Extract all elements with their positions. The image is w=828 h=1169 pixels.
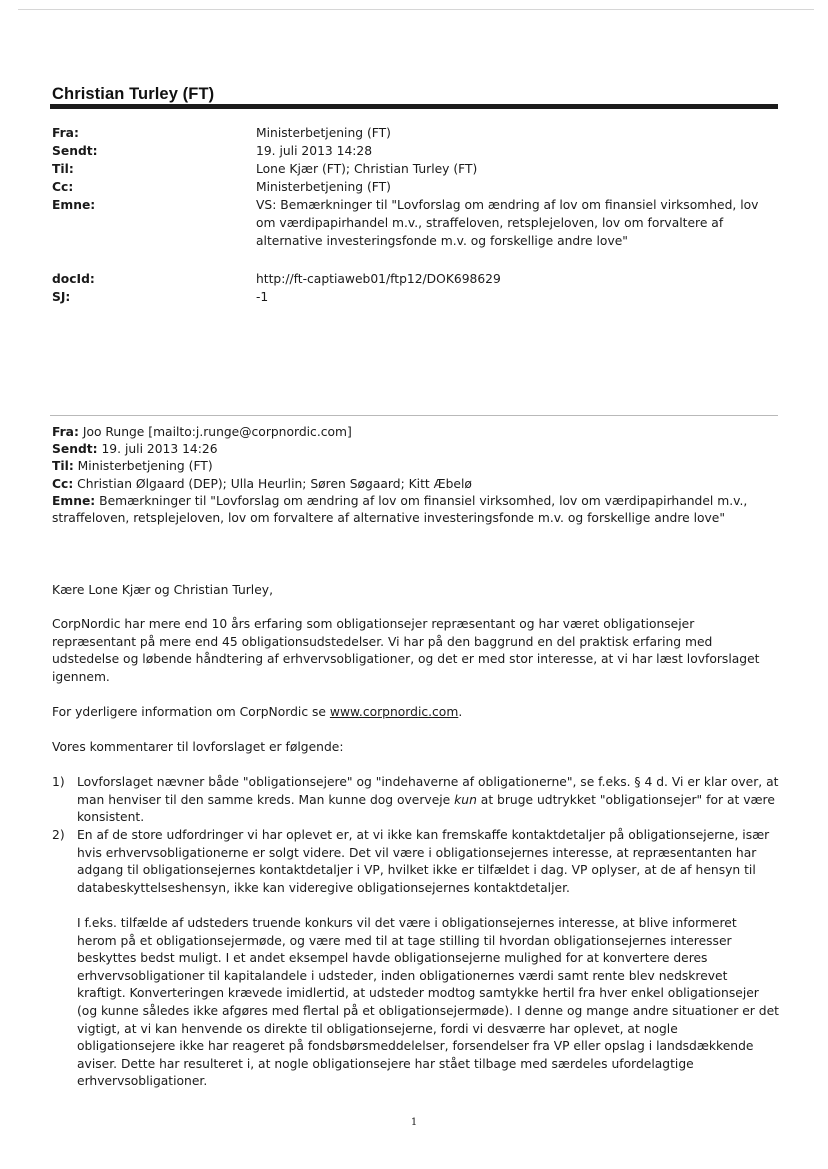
header-label: Fra:: [52, 126, 79, 140]
header-label: docId:: [52, 272, 95, 286]
header-value: Ministerbetjening (FT): [256, 126, 391, 140]
forwarded-subject: Emne: Bemærkninger til "Lovforslag om ændring af lov om finansiel virksomhed, lov om værdipapirhandel m.v., straffeloven, retsplejeloven, lov om forvaltere af alternative investeringsfonde m.v. og forskellige andre love": [52, 493, 748, 526]
list-number: 1): [52, 775, 65, 789]
intro-paragraph: CorpNordic har mere end 10 års erfaring som obligationsejer repræsentant og har været obligationsejer repræsentant på mere end 45 obligationsudstedelser. Vi har på den baggrund en del praktisk erfaring med udstedelse og løbende håndtering af erhvervsobligationer, og det er med stor interesse, at vi har læst lovforslaget igennem.: [52, 617, 760, 684]
forwarded-to: Til: Ministerbetjening (FT): [52, 459, 213, 474]
header-label: Til:: [52, 162, 74, 176]
forward-divider: [50, 415, 778, 416]
header-label: Emne:: [52, 198, 96, 212]
header-value: -1: [256, 290, 269, 304]
comments-intro: Vores kommentarer til lovforslaget er følgende:: [52, 740, 344, 754]
header-label: Sendt:: [52, 144, 98, 158]
greeting: Kære Lone Kjær og Christian Turley,: [52, 583, 273, 597]
list-text: I f.eks. tilfælde af udsteders truende konkurs vil det være i obligationsejernes interesse, at blive informeret herom på et obligationsejermøde, og være med til at tage stilling til hvordan obligationsejernes interesser beskyttes bedst muligt. I et andet eksempel havde obligationsejerne mulighed for at konvertere deres erhvervsobligationer til kapitalandele i udsteder, inden obligationernes værdi samt rente blev nedskrevet kraftigt. Konverteringen krævede imidlertid, at udsteder modtog samtykke hertil fra hver enkel obligationsejer (og kunne således ikke afgøres med flertal på et obligationsejermøde). I denne og mange andre situationer er det vigtigt, at vi kan henvende os direkte til obligationsejerne, fordi vi desværre har oplevet, at nogle obligationsejere ikke har reageret på fondsbørsmeddelelser, forsendelser fra VP eller opslag i landsdækkende aviser. Dette har resulteret i, at nogle obligationsejere har stået tilbage med særdeles ufordelagtige erhvervsobligationer.: [77, 916, 779, 1089]
forwarded-cc: Cc: Christian Ølgaard (DEP); Ulla Heurlin; Søren Søgaard; Kitt Æbelø: [52, 476, 472, 491]
forwarded-from: Fra: Joo Runge [mailto:j.runge@corpnordic.com]: [52, 425, 352, 439]
header-label: Cc:: [52, 180, 74, 194]
page-number: 1: [410, 1117, 418, 1128]
list-text: En af de store udfordringer vi har oplevet er, at vi ikke kan fremskaffe kontaktdetaljer på obligationsejerne, især hvis erhvervsobligationerne er solgt videre. Det vil være i obligationsejernes interesse, at repræsentanten har adgang til obligationsejernes kontaktdetaljer i VP, hvilket ikke er tilfældet i dag. VP oplyser, at de af hensyn til databeskyttelseshensyn, ikke kan videregive obligationsejernes kontaktdetaljer.: [77, 828, 770, 895]
info-paragraph: For yderligere information om CorpNordic se www.corpnordic.com.: [52, 705, 463, 719]
header-value: Ministerbetjening (FT): [256, 180, 391, 194]
header-value: http://ft-captiaweb01/ftp12/DOK698629: [256, 272, 501, 286]
mailbox-owner-title: Christian Turley (FT): [52, 85, 215, 103]
forwarded-sent: Sendt: 19. juli 2013 14:26: [52, 442, 218, 457]
title-divider: [50, 104, 778, 109]
header-value: Lone Kjær (FT); Christian Turley (FT): [256, 162, 478, 176]
header-label: SJ:: [52, 290, 71, 304]
forwarded-header: [52, 424, 782, 527]
list-number: 2): [52, 828, 65, 842]
top-divider: [18, 9, 814, 10]
header-value: VS: Bemærkninger til "Lovforslag om ændring af lov om finansiel virksomhed, lov om værdipapirhandel m.v., straffeloven, retsplejeloven, lov om forvaltere af alternative investeringsfonde m.v. og forskellige andre love": [256, 198, 759, 248]
website-link[interactable]: www.corpnordic.com: [329, 705, 459, 719]
header-value: 19. juli 2013 14:28: [256, 144, 373, 158]
list-text: Lovforslaget nævner både "obligationsejere" og "indehaverne af obligationerne", se f.eks. § 4 d. Vi er klar over, at man henviser til den samme kreds. Man kunne dog overveje kun at bruge udtrykket "obligationsejer" for at være konsistent.: [77, 775, 779, 825]
